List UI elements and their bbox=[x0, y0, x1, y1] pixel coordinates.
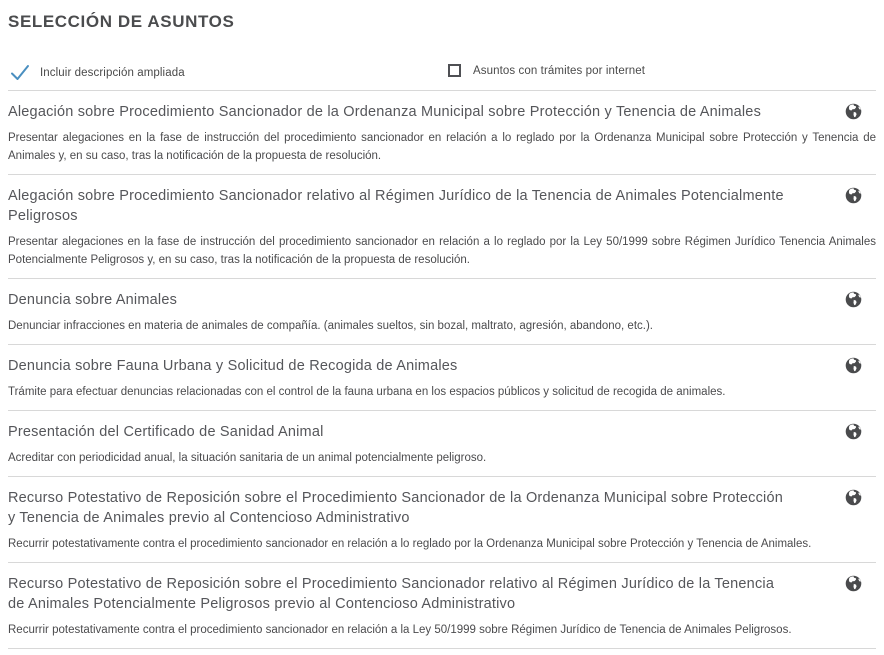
asunto-description: Recurrir potestativamente contra el procedimiento sancionador en relación a lo reglado por la Ordenanza Municipal sobre Protección y Tenencia de Animales. bbox=[8, 538, 812, 550]
asunto-title[interactable]: Denuncia sobre Animales bbox=[8, 292, 178, 308]
asunto-description: Denunciar infracciones en materia de animales de compañía. (animales sueltos, sin bozal, maltrato, agresión, abandono, etc.). bbox=[8, 320, 653, 332]
page-title: SELECCIÓN DE ASUNTOS bbox=[8, 12, 235, 31]
asunto-item[interactable] bbox=[8, 476, 876, 562]
filter-tramites-internet[interactable] bbox=[448, 64, 645, 77]
asunto-item[interactable] bbox=[8, 90, 876, 174]
globe-icon bbox=[845, 423, 862, 440]
asunto-item[interactable] bbox=[8, 344, 876, 410]
asunto-description: Recurrir potestativamente contra el procedimiento sancionador en relación a la Ley 50/1999 sobre Régimen Jurídico de Tenencia de Animales Peligrosos. bbox=[8, 624, 792, 636]
asunto-title[interactable]: Presentación del Certificado de Sanidad Animal bbox=[8, 424, 324, 440]
asuntos-page bbox=[0, 12, 884, 649]
asunto-description: Presentar alegaciones en la fase de instrucción del procedimiento sancionador en relación a lo reglado por la Ordenanza Municipal sobre Protección y Tenencia de Animales y, en su caso, tras la notificación de la propuesta de resolución. bbox=[8, 132, 876, 162]
globe-icon bbox=[845, 291, 862, 308]
globe-icon bbox=[845, 575, 862, 592]
asunto-title[interactable]: Recurso Potestativo de Reposición sobre el Procedimiento Sancionador de la Ordenanza Municipal sobre Protección y Tenencia de Animales previo al Contencioso Administrativo bbox=[8, 490, 784, 526]
asunto-title[interactable]: Alegación sobre Procedimiento Sancionador de la Ordenanza Municipal sobre Protección y Tenencia de Animales bbox=[8, 104, 762, 120]
globe-icon bbox=[845, 489, 862, 506]
asunto-description: Acreditar con periodicidad anual, la situación sanitaria de un animal potencialmente peligroso. bbox=[8, 452, 487, 464]
checkbox-unchecked-icon[interactable] bbox=[448, 64, 461, 77]
asunto-item[interactable] bbox=[8, 278, 876, 344]
globe-icon bbox=[845, 187, 862, 204]
asunto-item[interactable] bbox=[8, 562, 876, 648]
asunto-title[interactable]: Recurso Potestativo de Reposición sobre el Procedimiento Sancionador relativo al Régimen Jurídico de la Tenencia de Animales Potencialmente Peligrosos previo al Contencioso Administrativo bbox=[8, 576, 775, 612]
asuntos-list bbox=[8, 90, 876, 649]
filter-incluir-descripcion-label: Incluir descripción ampliada bbox=[40, 66, 185, 79]
filter-incluir-descripcion[interactable] bbox=[10, 64, 185, 81]
globe-icon bbox=[845, 103, 862, 120]
asunto-item[interactable] bbox=[8, 174, 876, 278]
check-icon[interactable] bbox=[10, 64, 30, 81]
asunto-item[interactable] bbox=[8, 410, 876, 476]
asunto-title[interactable]: Alegación sobre Procedimiento Sancionador relativo al Régimen Jurídico de la Tenencia de Animales Potencialmente Peligrosos bbox=[8, 188, 784, 224]
filter-tramites-internet-label: Asuntos con trámites por internet bbox=[473, 64, 646, 77]
asunto-description: Trámite para efectuar denuncias relacionadas con el control de la fauna urbana en los espacios públicos y solicitud de recogida de animales. bbox=[8, 386, 726, 398]
asunto-title[interactable]: Denuncia sobre Fauna Urbana y Solicitud de Recogida de Animales bbox=[8, 358, 458, 374]
filters-row bbox=[8, 64, 876, 84]
asunto-description: Presentar alegaciones en la fase de instrucción del procedimiento sancionador en relación a lo reglado por la Ley 50/1999 sobre Régimen Jurídico Tenencia Animales Potencialmente Peligrosos y, en su caso, tras la notificación de la propuesta de resolución. bbox=[8, 236, 876, 266]
globe-icon bbox=[845, 357, 862, 374]
